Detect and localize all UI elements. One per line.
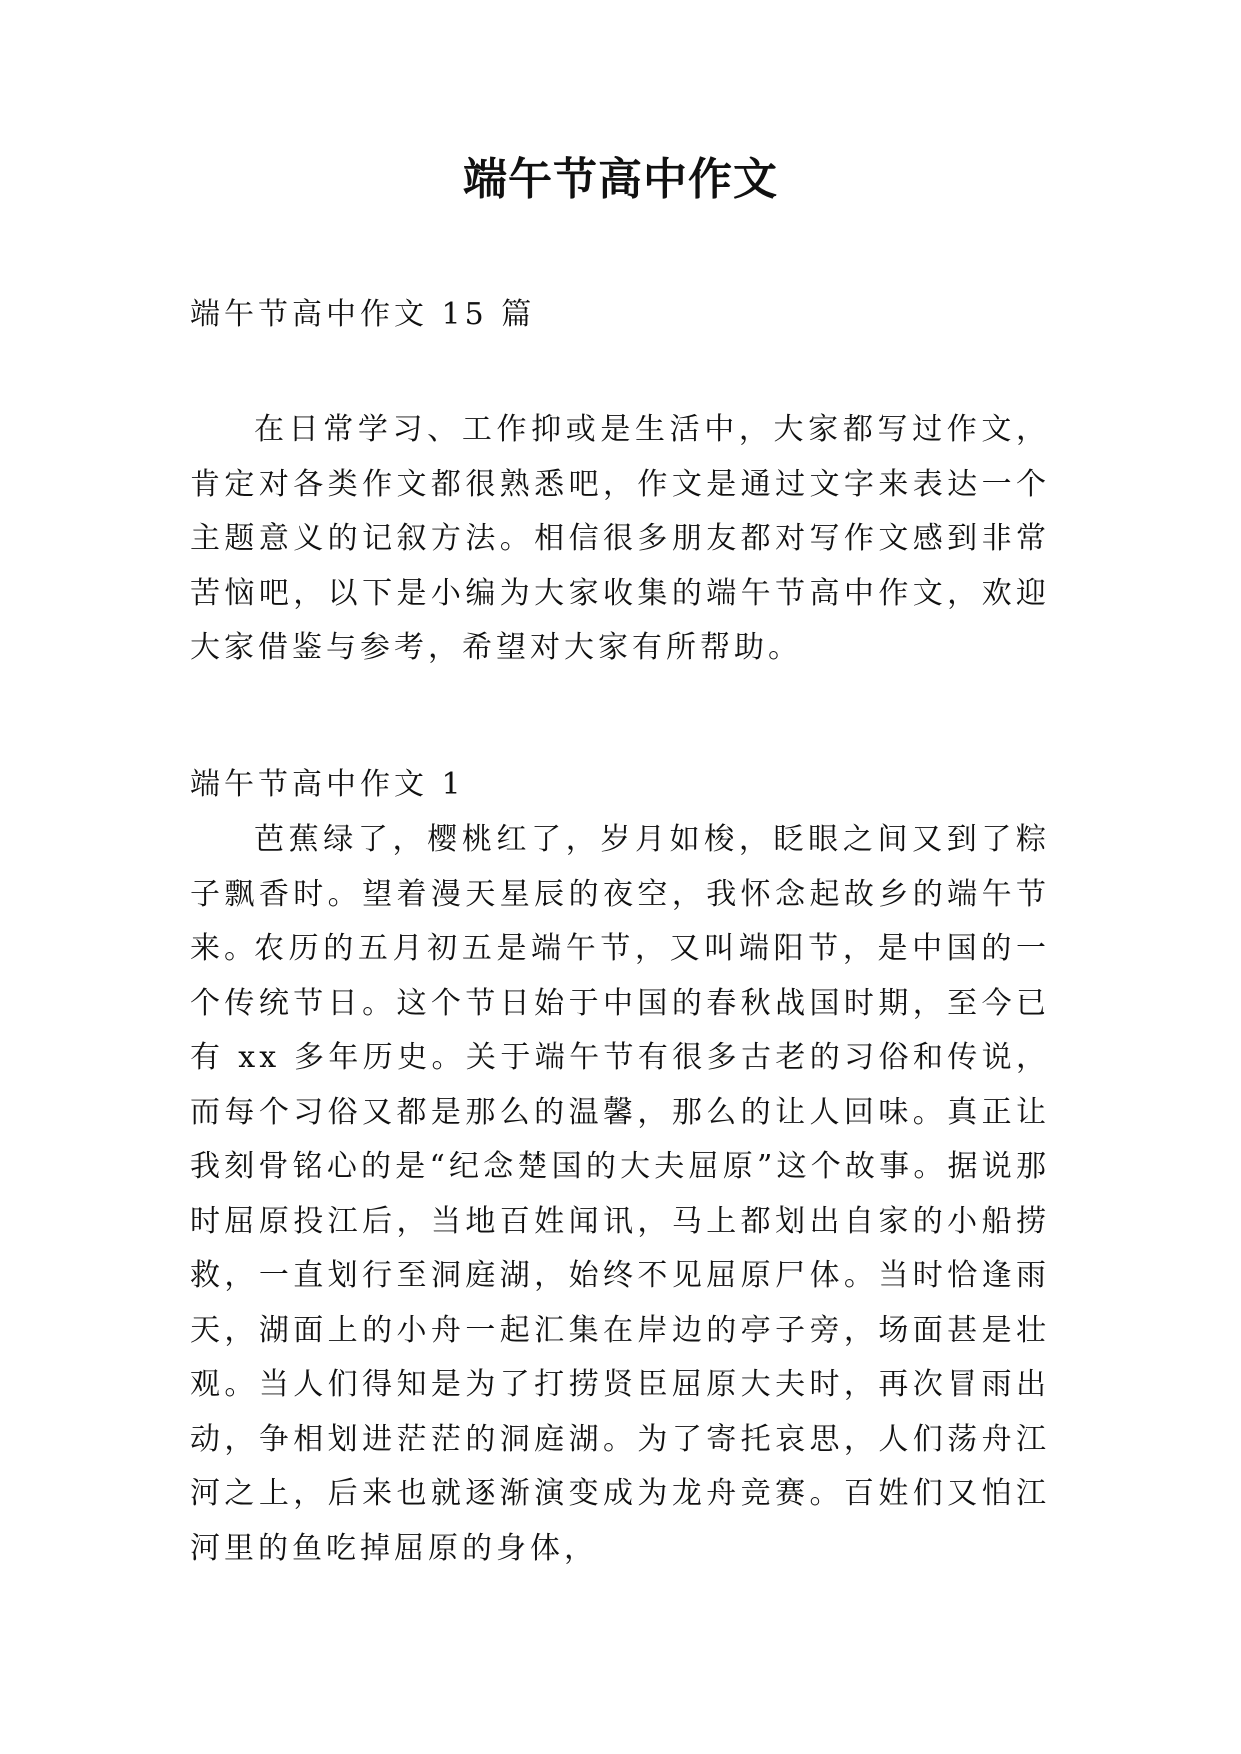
- essay-paragraph-2: 农历的五月初五是端午节，又叫端阳节，是中国的一个传统节日。这个节日始于中国的春秋战国时期，至今已有 xx 多年历史。关于端午节有很多古老的习俗和传说，而每个习俗又都是那么的温馨，那么的让人回味。真正让我刻骨铭心的是“纪念楚国的大夫屈原”这个故事。据说那时屈原投江后，当地百姓闻讯，马上都划出自家的小船捞救，一直划行至洞庭湖，始终不见屈原尸体。当时恰逢雨天，湖面上的小舟一起汇集在岸边的亭子旁，场面甚是壮观。当人们得知是为了打捞贤臣屈原大夫时，再次冒雨出动，争相划进茫茫的洞庭湖。为了寄托哀思，人们荡舟江河之上，后来也就逐渐演变成为龙舟竞赛。百姓们又怕江河里的鱼吃掉屈原的身体，: [190, 931, 1050, 1566]
- document-subtitle: 端午节高中作文 15 篇: [190, 297, 536, 332]
- essay-heading: 端午节高中作文 1: [190, 767, 465, 802]
- intro-paragraph: 在日常学习、工作抑或是生活中，大家都写过作文，肯定对各类作文都很熟悉吧，作文是通过文字来表达一个主题意义的记叙方法。相信很多朋友都对写作文感到非常苦恼吧，以下是小编为大家收集的端午节高中作文，欢迎大家借鉴与参考，希望对大家有所帮助。: [190, 412, 1050, 665]
- page-title: 端午节高中作文: [463, 154, 778, 205]
- essay-paragraph-1: 芭蕉绿了，樱桃红了，岁月如梭，眨眼之间又到了粽子飘香时。望着漫天星辰的夜空，我怀念起故乡的端午节来。: [190, 822, 1050, 966]
